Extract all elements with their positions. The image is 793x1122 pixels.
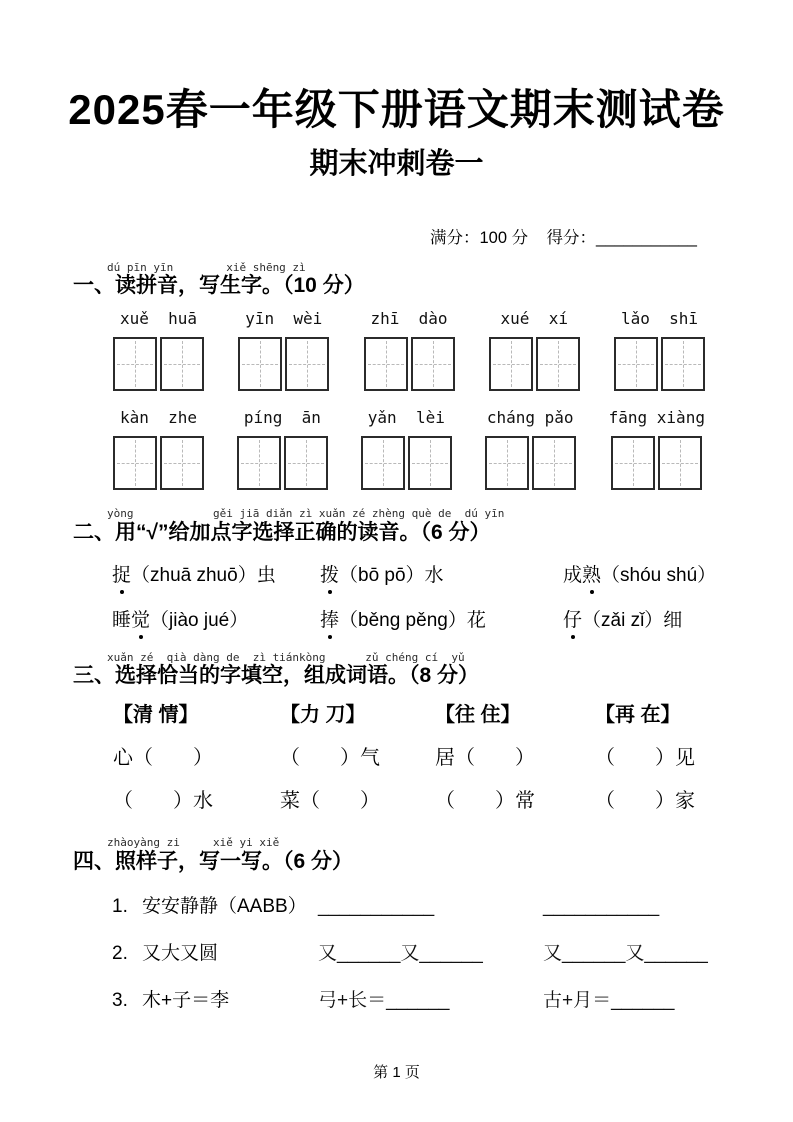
example-text xyxy=(112,939,318,969)
dotted-character: 熟 xyxy=(582,561,601,591)
answer-blank: 又______又______ xyxy=(318,942,483,964)
section1-heading: 一、读拼音，写生字。（10 分） xyxy=(73,274,365,298)
fill-item: （ ）气 xyxy=(280,747,380,770)
section-fill-in-words xyxy=(73,652,753,816)
section4-heading: 四、照样子，写一写。（6 分） xyxy=(73,849,354,873)
example-word: 木+子＝李 xyxy=(142,989,230,1011)
tianzige-box xyxy=(238,337,282,391)
item-post: （shóu shú） xyxy=(601,564,717,586)
example-item-2 xyxy=(73,939,753,969)
answer-blank: 又______又______ xyxy=(543,942,708,964)
tianzige-box xyxy=(408,436,452,490)
section3-heading: 三、选择恰当的字填空，组成词语。（8 分） xyxy=(73,664,480,688)
pronunciation-row-2 xyxy=(73,606,753,636)
dotted-character: 拨 xyxy=(320,561,339,591)
item-number: 2. xyxy=(112,942,128,964)
answer-blank: 弓+长＝______ xyxy=(318,989,450,1011)
tianzige-box xyxy=(113,436,157,490)
pinyin-label: píng ān xyxy=(243,408,321,428)
pronunciation-item xyxy=(320,606,563,636)
section1-pinyin-hint: dú pīn yīn xiě shēng zì xyxy=(107,260,306,274)
word-group xyxy=(364,309,455,391)
tianzige-box xyxy=(284,436,328,490)
word-group xyxy=(113,408,204,490)
pinyin-label: xuě huā xyxy=(119,309,198,329)
writing-box-pair xyxy=(614,337,705,391)
tianzige-box xyxy=(489,337,533,391)
score-field-label: 得分： xyxy=(546,228,596,247)
answer-blank: 古+月＝______ xyxy=(543,989,675,1011)
pinyin-label: xué xí xyxy=(500,309,568,329)
dotted-character: 捉 xyxy=(112,561,131,591)
section-read-pinyin-write-characters xyxy=(73,262,753,491)
item-number: 1. xyxy=(112,895,128,917)
page-subtitle: 期末冲刺卷一 xyxy=(309,147,484,180)
writing-box-pair xyxy=(489,337,580,391)
fill-item: （ ）常 xyxy=(435,790,535,813)
pinyin-label: fāng xiàng xyxy=(608,408,705,428)
tianzige-box xyxy=(364,337,408,391)
fill-row-2 xyxy=(73,788,753,815)
dotted-character: 仔 xyxy=(563,606,582,636)
item-post: （zhuā zhuō）虫 xyxy=(131,564,276,586)
pinyin-label: yīn wèi xyxy=(245,309,323,329)
pinyin-label: kàn zhe xyxy=(119,408,198,428)
writing-box-pair xyxy=(361,436,452,490)
word-group xyxy=(237,408,328,490)
fill-item: （ ）水 xyxy=(113,790,213,813)
fill-row-1 xyxy=(73,745,753,772)
example-word: 又大又圆 xyxy=(142,942,219,964)
character-choices-row xyxy=(73,702,753,729)
score-line xyxy=(430,224,793,248)
writing-box-pair xyxy=(238,337,329,391)
page-title: 2025春一年级下册语文期末测试卷 xyxy=(68,86,725,133)
dotted-character: 觉 xyxy=(131,606,150,636)
choice-pair: 【再 在】 xyxy=(595,704,681,727)
word-group xyxy=(361,408,452,490)
tianzige-box xyxy=(285,337,329,391)
writing-box-pair xyxy=(237,436,328,490)
section2-heading: 二、用“√”给加点字选择正确的读音。（6 分） xyxy=(73,520,491,544)
choice-pair: 【清 情】 xyxy=(113,704,199,727)
writing-box-pair xyxy=(364,337,455,391)
pinyin-word-row-1 xyxy=(113,309,705,391)
writing-box-pair xyxy=(113,337,204,391)
pronunciation-item xyxy=(112,561,320,591)
example-item-3 xyxy=(73,986,753,1016)
section-choose-pronunciation xyxy=(73,508,753,636)
pinyin-word-row-2 xyxy=(113,408,705,490)
example-word: 安安静静（AABB） xyxy=(142,895,307,917)
tianzige-box xyxy=(361,436,405,490)
item-pre: 成 xyxy=(563,564,583,586)
item-post: （běng pěng）花 xyxy=(339,609,486,631)
pinyin-label: yǎn lèi xyxy=(367,408,445,428)
fill-item: 居（ ） xyxy=(435,747,535,770)
tianzige-box xyxy=(614,337,658,391)
pinyin-label: cháng pǎo xyxy=(486,408,574,428)
pinyin-label: lǎo shī xyxy=(620,309,699,329)
answer-blank: ___________ xyxy=(318,895,435,917)
tianzige-box xyxy=(532,436,576,490)
tianzige-box xyxy=(485,436,529,490)
fill-item: 菜（ ） xyxy=(280,790,380,813)
example-item-1 xyxy=(73,892,753,922)
full-score-label: 满分：100 分 xyxy=(430,228,529,247)
tianzige-box xyxy=(160,436,204,490)
word-group xyxy=(113,309,204,391)
pronunciation-item xyxy=(320,561,563,591)
pronunciation-item xyxy=(563,606,753,636)
item-pre: 睡 xyxy=(112,609,132,631)
writing-box-pair xyxy=(611,436,702,490)
tianzige-box xyxy=(113,337,157,391)
writing-box-pair xyxy=(113,436,204,490)
choice-pair: 【往 住】 xyxy=(435,704,521,727)
word-group xyxy=(485,408,576,490)
word-group xyxy=(614,309,705,391)
word-group xyxy=(609,408,705,490)
answer-blank: ___________ xyxy=(543,895,660,917)
pinyin-label: zhī dào xyxy=(370,309,448,329)
tianzige-box xyxy=(661,337,705,391)
item-post: （bō pō）水 xyxy=(339,564,444,586)
tianzige-box xyxy=(658,436,702,490)
section-write-like-example xyxy=(73,837,753,1016)
tianzige-box xyxy=(536,337,580,391)
example-text xyxy=(112,892,318,922)
score-blank-line: ___________ xyxy=(595,228,697,247)
tianzige-box xyxy=(160,337,204,391)
fill-item: （ ）见 xyxy=(595,747,695,770)
pronunciation-row-1 xyxy=(73,561,753,591)
item-post: （jiào jué） xyxy=(150,609,249,631)
item-post: （zǎi zǐ）细 xyxy=(582,609,683,631)
pronunciation-item xyxy=(112,606,320,636)
section2-pinyin-hint: yòng gěi jiā diǎn zì xuǎn zé zhèng què de dú yīn xyxy=(107,507,505,521)
example-text xyxy=(112,986,318,1016)
pronunciation-item xyxy=(563,561,753,591)
dotted-character: 捧 xyxy=(320,606,339,636)
writing-box-pair xyxy=(485,436,576,490)
tianzige-box xyxy=(611,436,655,490)
page-number: 第 1 页 xyxy=(373,1064,420,1081)
item-number: 3. xyxy=(112,989,128,1011)
fill-item: 心（ ） xyxy=(113,747,213,770)
word-group xyxy=(489,309,580,391)
section3-pinyin-hint: xuǎn zé qià dàng de zì tiánkòng zǔ chéng cí yǔ xyxy=(107,650,465,664)
section4-pinyin-hint: zhàoyàng zi xiě yi xiě xyxy=(107,836,280,850)
fill-item: （ ）家 xyxy=(595,790,695,813)
choice-pair: 【力 刀】 xyxy=(280,704,366,727)
word-group xyxy=(238,309,329,391)
tianzige-box xyxy=(411,337,455,391)
tianzige-box xyxy=(237,436,281,490)
